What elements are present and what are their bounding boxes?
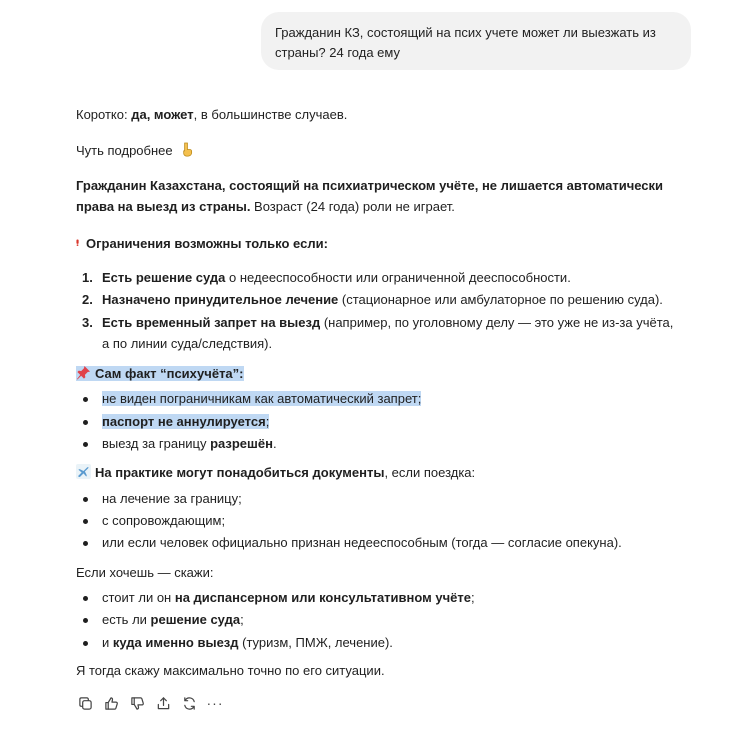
restrictions-heading: Ограничения возможны только если: [76, 233, 328, 254]
user-message-line-1: Гражданин КЗ, состоящий на псих учете может ли выезжать из [275, 25, 656, 40]
exclamation-icon [76, 235, 83, 250]
short-answer: Коротко: да, может, в большинстве случаев. [76, 107, 348, 122]
copy-icon [78, 696, 93, 711]
user-message-bubble [261, 12, 691, 70]
main-statement: Гражданин Казахстана, состоящий на психиатрическом учёте, не лишается автоматически права на выезд из страны. Возраст (24 года) роли не играет. [76, 178, 664, 214]
docs-heading: На практике могут понадобиться документы, если поездка: [76, 462, 475, 483]
more-icon: ··· [206, 695, 224, 711]
fact-heading: Сам факт “психучёта”: [76, 363, 244, 384]
closing-line: Я тогда скажу максимально точно по его ситуации. [76, 663, 385, 678]
pointing-down-emoji-icon [179, 142, 194, 157]
thumbs-up-icon [104, 696, 119, 711]
pushpin-icon [76, 365, 91, 380]
share-icon [156, 696, 171, 711]
ask-intro: Если хочешь — скажи: [76, 565, 214, 580]
thumbs-down-icon [130, 696, 145, 711]
thumbs-up-button[interactable] [102, 694, 120, 712]
regenerate-icon [182, 696, 197, 711]
copy-button[interactable] [76, 694, 94, 712]
thumbs-down-button[interactable] [128, 694, 146, 712]
regenerate-button[interactable] [180, 694, 198, 712]
airplane-icon [76, 464, 91, 479]
more-options-button[interactable] [206, 694, 224, 712]
more-detail-line: Чуть подробнее [76, 140, 198, 161]
share-button[interactable] [154, 694, 172, 712]
user-message-line-2: страны? 24 года ему [275, 45, 400, 60]
message-actions-bar [76, 694, 224, 712]
